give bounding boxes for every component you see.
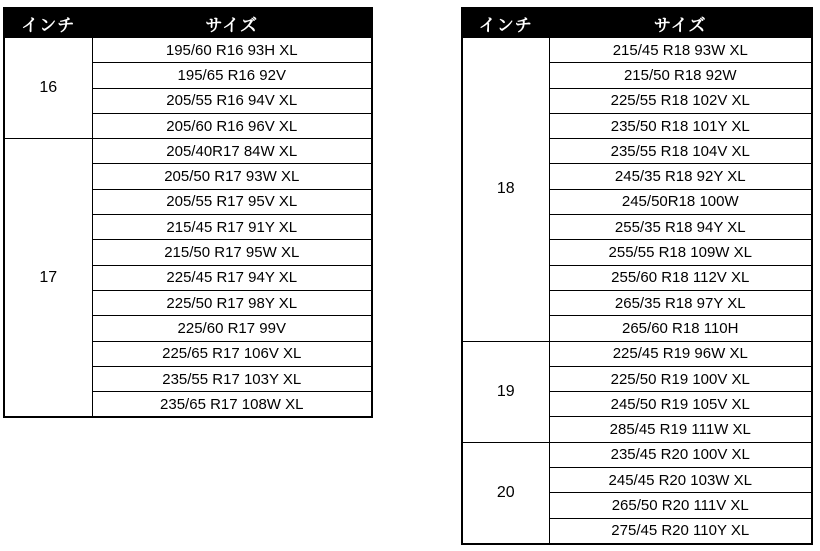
inch-cell: 19	[462, 341, 549, 442]
size-cell: 195/65 R16 92V	[92, 63, 372, 88]
size-cell: 235/45 R20 100V XL	[549, 442, 812, 467]
table-row	[4, 38, 372, 63]
size-cell: 235/65 R17 108W XL	[92, 392, 372, 418]
size-cell: 265/60 R18 110H	[549, 316, 812, 341]
size-cell: 235/50 R18 101Y XL	[549, 113, 812, 138]
size-cell: 275/45 R20 110Y XL	[549, 518, 812, 544]
size-cell: 235/55 R17 103Y XL	[92, 366, 372, 391]
column-header-size: サイズ	[549, 8, 812, 38]
size-cell: 205/50 R17 93W XL	[92, 164, 372, 189]
inch-cell: 20	[462, 442, 549, 544]
column-header-inch: インチ	[462, 8, 549, 38]
column-header-inch: インチ	[4, 8, 92, 38]
table-header	[4, 8, 372, 38]
size-cell: 235/55 R18 104V XL	[549, 139, 812, 164]
size-cell: 225/55 R18 102V XL	[549, 88, 812, 113]
size-cell: 255/60 R18 112V XL	[549, 265, 812, 290]
column-header-size: サイズ	[92, 8, 372, 38]
size-cell: 225/65 R17 106V XL	[92, 341, 372, 366]
inch-cell: 16	[4, 38, 92, 139]
size-cell: 245/50R18 100W	[549, 189, 812, 214]
size-cell: 255/55 R18 109W XL	[549, 240, 812, 265]
size-cell: 265/50 R20 111V XL	[549, 493, 812, 518]
table-header	[462, 8, 812, 38]
size-cell: 225/45 R19 96W XL	[549, 341, 812, 366]
header-row	[462, 8, 812, 38]
size-cell: 245/35 R18 92Y XL	[549, 164, 812, 189]
size-cell: 255/35 R18 94Y XL	[549, 215, 812, 240]
size-cell: 215/50 R18 92W	[549, 63, 812, 88]
size-cell: 265/35 R18 97Y XL	[549, 290, 812, 315]
table-row	[4, 139, 372, 164]
table-body	[4, 38, 372, 418]
size-cell: 205/40R17 84W XL	[92, 139, 372, 164]
size-cell: 205/55 R17 95V XL	[92, 189, 372, 214]
size-cell: 285/45 R19 111W XL	[549, 417, 812, 442]
size-cell: 245/45 R20 103W XL	[549, 468, 812, 493]
size-cell: 215/50 R17 95W XL	[92, 240, 372, 265]
tire-size-table-18-19-20	[461, 7, 813, 545]
size-cell: 205/55 R16 94V XL	[92, 88, 372, 113]
size-cell: 245/50 R19 105V XL	[549, 392, 812, 417]
size-cell: 205/60 R16 96V XL	[92, 113, 372, 138]
size-cell: 225/60 R17 99V	[92, 316, 372, 341]
inch-cell: 17	[4, 139, 92, 418]
tire-size-table-16-17	[3, 7, 373, 418]
table-row	[462, 341, 812, 366]
size-cell: 225/50 R19 100V XL	[549, 366, 812, 391]
header-row	[4, 8, 372, 38]
size-cell: 225/45 R17 94Y XL	[92, 265, 372, 290]
size-cell: 225/50 R17 98Y XL	[92, 290, 372, 315]
size-cell: 195/60 R16 93H XL	[92, 38, 372, 63]
size-cell: 215/45 R18 93W XL	[549, 38, 812, 63]
table-row	[462, 442, 812, 467]
size-cell: 215/45 R17 91Y XL	[92, 215, 372, 240]
inch-cell: 18	[462, 38, 549, 342]
table-row	[462, 38, 812, 63]
table-body	[462, 38, 812, 544]
